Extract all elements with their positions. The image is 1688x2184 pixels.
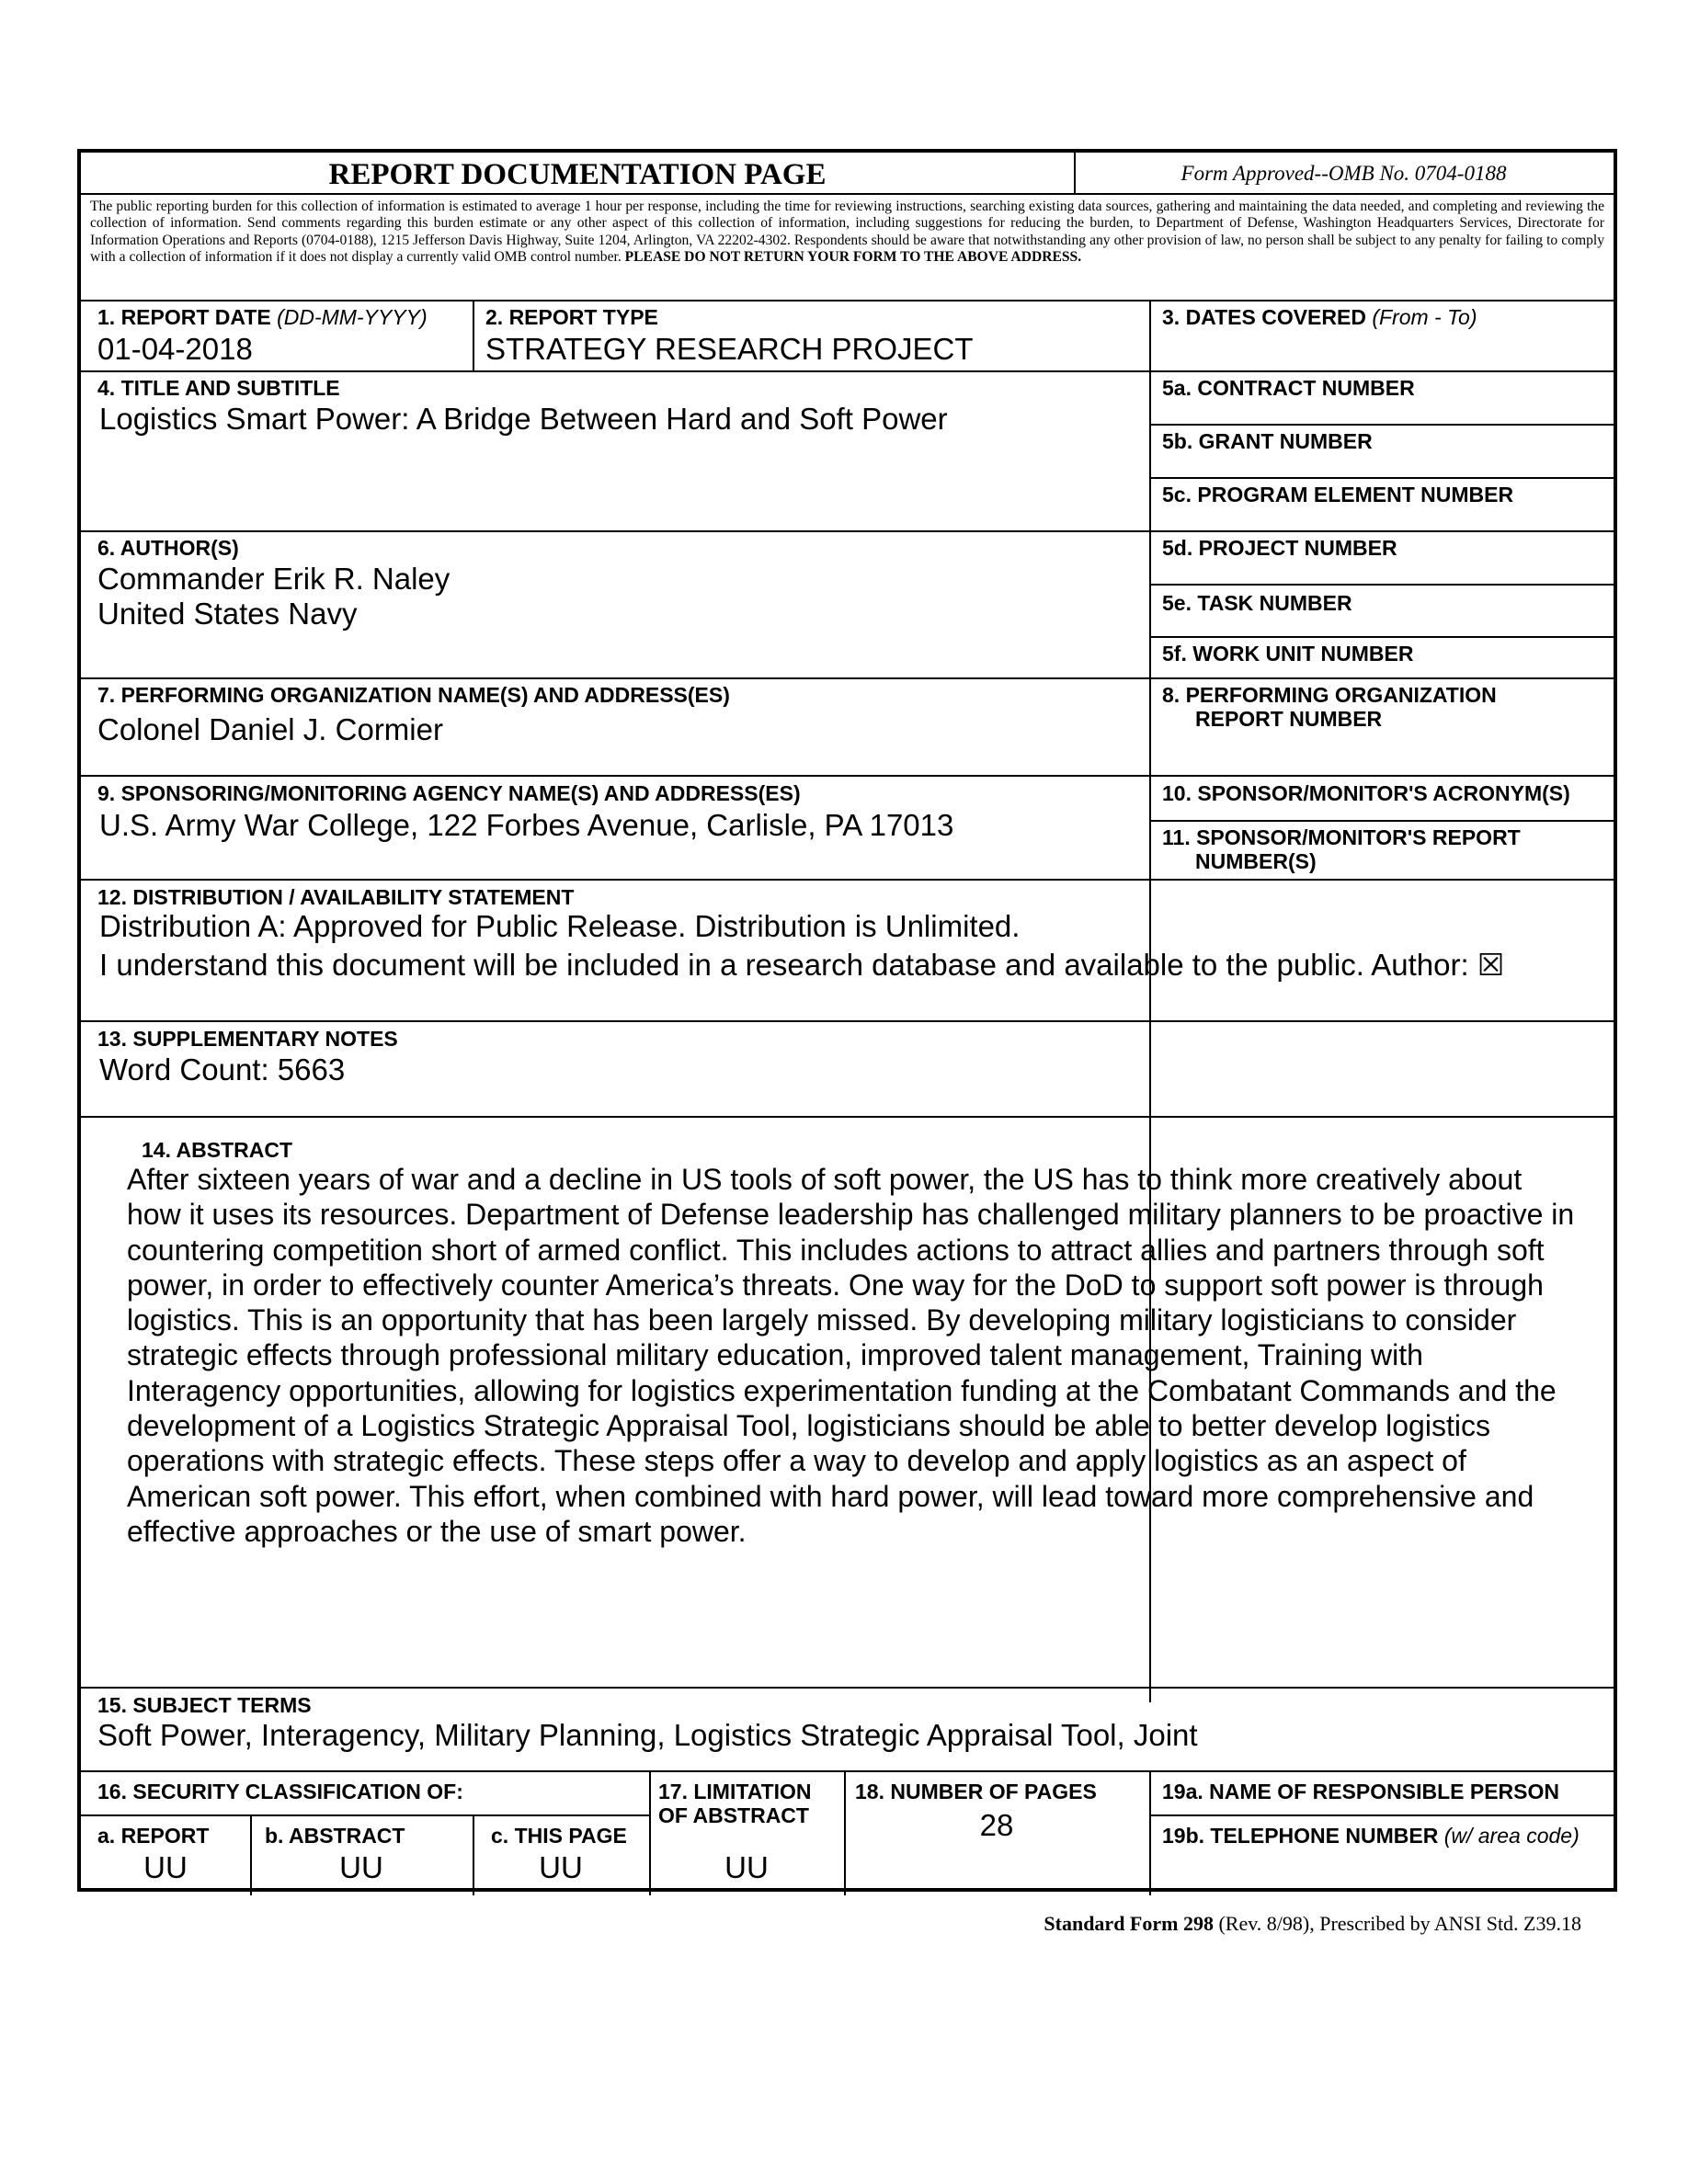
supplementary-label: 13. SUPPLEMENTARY NOTES xyxy=(97,1027,398,1051)
burden-text: The public reporting burden for this collection of information is estimated to average 1 hour per response, including the time for reviewing instructions, searching existing data sources, gathering and maintaining the data needed, and completing and reviewing the collection of information. Send comments regarding this burden estimate or any other aspect of this collection of information, including suggestions for reducing the burden, to Department of Defense, Washington Headquarters Services, Directorate for Information Operations and Reports (0704-0188), 1215 Jefferson Davis Highway, Suite 1204, Arlington, VA 22202-4302. Respondents should be aware that notwithstanding any other provision of law, no person shall be subject to any penalty for failing to comply with a collection of information if it does not display a currently valid OMB control number. xyxy=(90,199,1604,266)
report-date-value[interactable]: 01-04-2018 xyxy=(97,332,253,366)
subject-terms-label: 15. SUBJECT TERMS xyxy=(97,1693,312,1717)
security-classification-label: 16. SECURITY CLASSIFICATION OF: xyxy=(97,1780,463,1803)
public-release-statement[interactable]: I understand this document will be included in a research database and available to the public. Author: ☒ xyxy=(99,948,1505,982)
performing-report-label-2: REPORT NUMBER xyxy=(1195,707,1383,731)
divider xyxy=(81,879,1614,881)
abstract-label: 14. ABSTRACT xyxy=(142,1138,292,1162)
author-name[interactable]: Commander Erik R. Naley xyxy=(97,562,451,596)
report-date-label: 1. REPORT DATE (DD-MM-YYYY) xyxy=(97,305,428,329)
footer-form-name: Standard Form 298 xyxy=(1044,1912,1214,1935)
grant-number-label: 5b. GRANT NUMBER xyxy=(1162,429,1373,453)
title-value[interactable]: Logistics Smart Power: A Bridge Between Hard and Soft Power xyxy=(99,402,948,436)
omb-number: Form Approved--OMB No. 0704-0188 xyxy=(1180,162,1507,185)
limitation-value[interactable]: UU xyxy=(724,1850,769,1884)
divider xyxy=(81,193,1614,195)
subject-terms-value[interactable]: Soft Power, Interagency, Military Planning, Logistics Strategic Appraisal Tool, Joint xyxy=(97,1718,1198,1752)
divider xyxy=(1149,424,1614,426)
divider xyxy=(81,775,1614,777)
divider xyxy=(81,1687,1614,1689)
work-unit-label: 5f. WORK UNIT NUMBER xyxy=(1162,642,1414,665)
distribution-label: 12. DISTRIBUTION / AVAILABILITY STATEMENT xyxy=(97,885,575,909)
divider xyxy=(1149,636,1614,638)
sponsoring-agency-value[interactable]: U.S. Army War College, 122 Forbes Avenue, Carlisle, PA 17013 xyxy=(99,808,954,842)
performing-org-value[interactable]: Colonel Daniel J. Cormier xyxy=(97,712,443,746)
telephone-label: 19b. TELEPHONE NUMBER (w/ area code) xyxy=(1162,1824,1580,1848)
performing-org-label: 7. PERFORMING ORGANIZATION NAME(S) AND ADDRESS(ES) xyxy=(97,683,730,707)
report-type-value[interactable]: STRATEGY RESEARCH PROJECT xyxy=(485,332,974,366)
contract-number-label: 5a. CONTRACT NUMBER xyxy=(1162,376,1415,400)
title-label: 4. TITLE AND SUBTITLE xyxy=(97,376,340,400)
divider xyxy=(81,1814,649,1816)
divider xyxy=(473,300,474,370)
security-report-label: a. REPORT xyxy=(97,1824,210,1848)
security-report-value[interactable]: UU xyxy=(143,1850,188,1884)
limitation-label-2: OF ABSTRACT xyxy=(658,1803,809,1827)
divider xyxy=(1149,820,1614,822)
sponsor-report-label-2: NUMBER(S) xyxy=(1195,849,1317,873)
abstract-text[interactable]: After sixteen years of war and a decline in US tools of soft power, the US has to think more creatively about how it uses its resources. Department of Defense leadership has challenged military planners to be proactive in countering competition short of armed conflict. This includes actions to attract allies and partners through soft power, in order to effectively counter America’s threats. One way for the DoD to support soft power is through logistics. This is an opportunity that has been largely missed. By developing military logisticians to consider strategic effects through professional military education, improved talent management, Training with Interagency opportunities, allowing for logistics experimentation funding at the Combatant Commands and the development of a Logistics Strategic Appraisal Tool, logisticians should be able to better develop logistics operations with strategic effects. These steps offer a way to develop and apply logistics as an aspect of American soft power. This effort, when combined with hard power, will lead toward more comprehensive and effective approaches or the use of smart power. xyxy=(127,1163,1575,1548)
distribution-statement[interactable]: Distribution A: Approved for Public Release. Distribution is Unlimited. xyxy=(99,909,1021,943)
report-type-label: 2. REPORT TYPE xyxy=(485,305,658,329)
sponsor-report-label-1: 11. SPONSOR/MONITOR'S REPORT xyxy=(1162,825,1521,849)
dates-covered-label: 3. DATES COVERED (From - To) xyxy=(1162,305,1477,329)
footer-revision: (Rev. 8/98), Prescribed by ANSI Std. Z39.18 xyxy=(1213,1912,1581,1935)
limitation-label-1: 17. LIMITATION xyxy=(658,1780,812,1803)
authors-label: 6. AUTHOR(S) xyxy=(97,536,239,560)
sponsor-acronym-label: 10. SPONSOR/MONITOR'S ACRONYM(S) xyxy=(1162,781,1570,805)
author-service[interactable]: United States Navy xyxy=(97,597,358,631)
divider xyxy=(1149,1814,1614,1816)
security-page-label: c. THIS PAGE xyxy=(491,1824,627,1848)
performing-report-label-1: 8. PERFORMING ORGANIZATION xyxy=(1162,683,1497,707)
security-page-value[interactable]: UU xyxy=(539,1850,583,1884)
pages-value[interactable]: 28 xyxy=(979,1808,1014,1842)
task-number-label: 5e. TASK NUMBER xyxy=(1162,591,1352,615)
security-abstract-label: b. ABSTRACT xyxy=(265,1824,405,1848)
divider xyxy=(81,677,1614,679)
pages-label: 18. NUMBER OF PAGES xyxy=(855,1780,1097,1803)
divider xyxy=(81,1020,1614,1022)
divider xyxy=(1149,1770,1151,1895)
divider xyxy=(81,300,1614,301)
report-documentation-form xyxy=(77,149,1617,1892)
sponsoring-agency-label: 9. SPONSORING/MONITORING AGENCY NAME(S) AND ADDRESS(ES) xyxy=(97,781,801,805)
divider xyxy=(81,1116,1614,1118)
divider xyxy=(1149,584,1614,586)
standard-form-footer xyxy=(1044,1912,1581,1936)
security-abstract-value[interactable]: UU xyxy=(339,1850,383,1884)
divider xyxy=(1149,477,1614,479)
form-title: REPORT DOCUMENTATION PAGE xyxy=(328,158,827,191)
burden-warning: PLEASE DO NOT RETURN YOUR FORM TO THE ABOVE ADDRESS. xyxy=(624,249,1082,266)
responsible-person-label: 19a. NAME OF RESPONSIBLE PERSON xyxy=(1162,1780,1559,1803)
program-element-label: 5c. PROGRAM ELEMENT NUMBER xyxy=(1162,483,1514,506)
project-number-label: 5d. PROJECT NUMBER xyxy=(1162,536,1397,560)
divider xyxy=(81,530,1614,532)
burden-statement xyxy=(90,199,1604,267)
divider xyxy=(81,370,1614,372)
word-count[interactable]: Word Count: 5663 xyxy=(99,1052,346,1086)
divider xyxy=(81,1770,1614,1772)
